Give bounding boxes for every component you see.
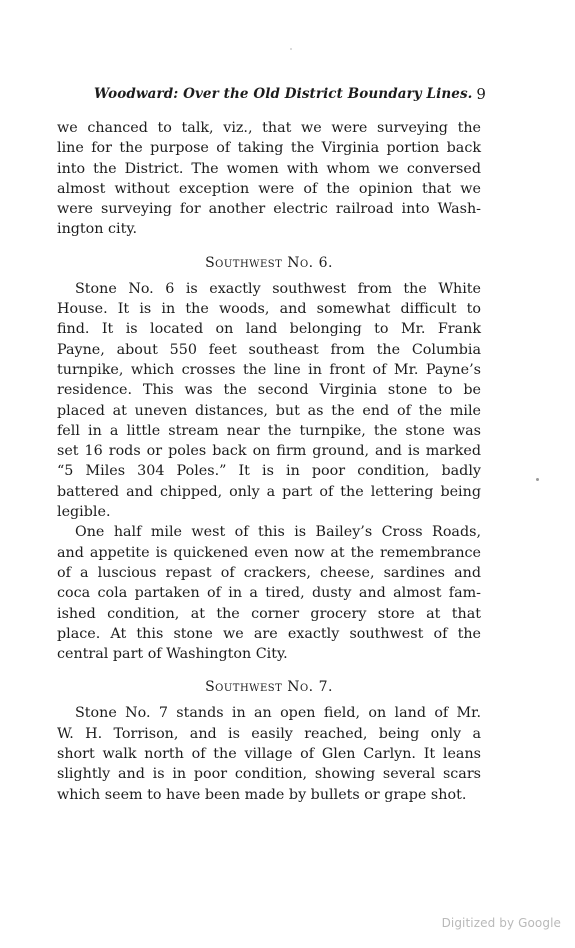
text-line: battered and chipped, only a part of the lettering being [57,483,481,500]
text-line: placed at uneven distances, but as the end of the mile [57,402,481,419]
text-line: ished condition, at the corner grocery store at that [57,605,481,622]
text-line: and appetite is quickened even now at the remembrance [57,544,481,561]
section-heading-southwest-7: Southwest No. 7. [205,679,333,696]
text-line: ington city. [57,221,138,238]
section-heading-southwest-6: Southwest No. 6. [205,254,333,271]
text-line: Payne, about 550 feet southeast from the Columbia [57,341,481,358]
text-line: Stone No. 6 is exactly southwest from the White [75,280,481,297]
scan-speck [290,48,292,50]
text-line: fell in a little stream near the turnpike, the stone was [57,422,481,439]
page-number: 9 [476,85,486,103]
text-line: short walk north of the village of Glen Carlyn. It leans [57,746,481,763]
text-line: of a luscious repast of crackers, cheese, sardines and [57,564,481,581]
paragraph-baileys-cross-roads [57,522,481,664]
text-line: central part of Washington City. [57,646,288,663]
paragraph-stone-6 [57,279,481,523]
digitized-watermark: Digitized by Google [441,916,561,930]
text-line: almost without exception were of the opinion that we [57,180,481,197]
text-line: W. H. Torrison, and is easily reached, being only a [57,725,481,742]
paragraph-stone-7 [57,703,481,804]
text-line: “5 Miles 304 Poles.” It is in poor condition, badly [57,463,481,480]
text-line: turnpike, which crosses the line in front of Mr. Payne’s [57,361,481,378]
scan-speck [536,478,539,481]
text-line: line for the purpose of taking the Virginia portion back [57,140,481,157]
text-line: place. At this stone we are exactly southwest of the [57,625,481,642]
text-line: find. It is located on land belonging to Mr. Frank [57,321,481,338]
text-line: slightly and is in poor condition, showing several scars [57,766,481,783]
text-line: into the District. The women with whom we conversed [57,160,481,177]
continued-paragraph [57,118,481,240]
running-head [94,86,486,104]
text-line: House. It is in the woods, and somewhat difficult to [57,301,481,318]
text-line: One half mile west of this is Bailey’s Cross Roads, [75,524,481,541]
text-line: set 16 rods or poles back on firm ground, and is marked [57,443,481,460]
text-line: which seem to have been made by bullets or grape shot. [57,786,467,803]
page-body [57,118,481,805]
text-line: were surveying for another electric railroad into Wash- [57,201,481,218]
text-line: we chanced to talk, viz., that we were surveying the [57,120,481,136]
running-head-title: Woodward: Over the Old District Boundary Lines. [94,86,473,102]
text-line: Stone No. 7 stands in an open field, on land of Mr. [75,705,481,722]
text-line: legible. [57,504,111,521]
text-line: coca cola partaken of in a tired, dusty and almost fam- [57,585,481,602]
text-line: residence. This was the second Virginia stone to be [57,382,481,399]
